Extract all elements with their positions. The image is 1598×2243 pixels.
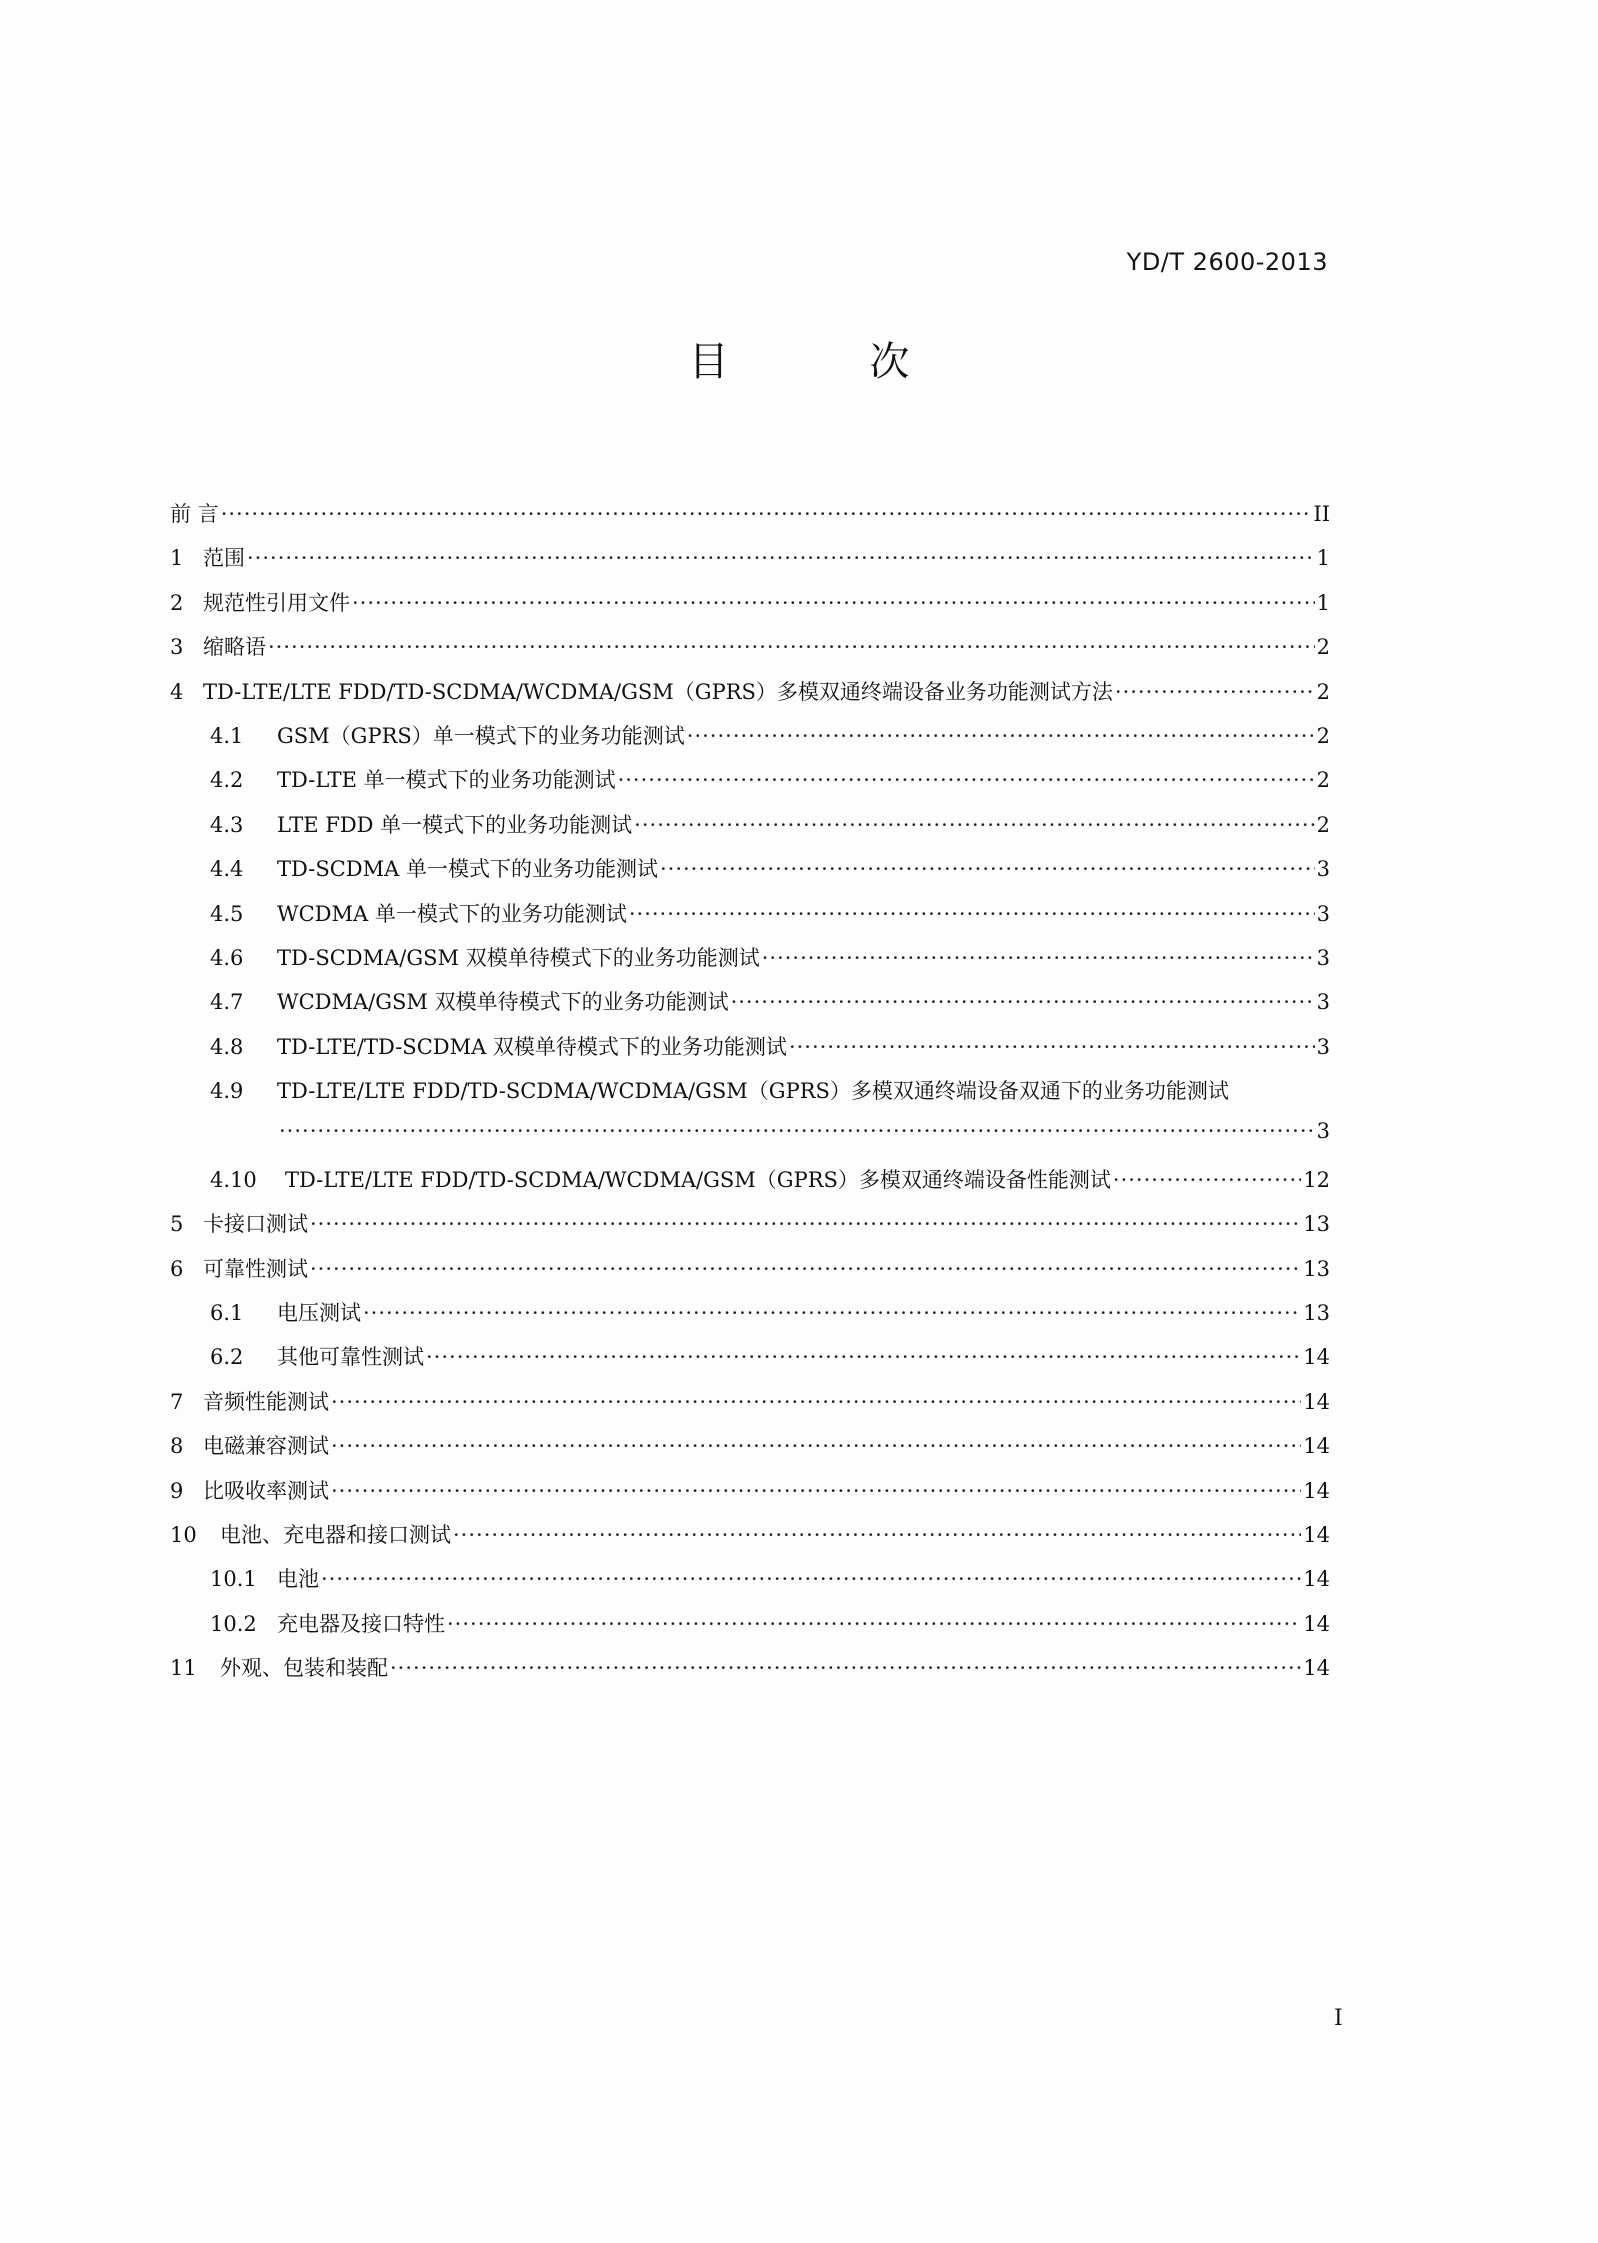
toc-entry-page: 14 — [1303, 1478, 1330, 1503]
toc-dot-leader — [331, 1479, 1301, 1503]
toc-entry-page: 13 — [1303, 1301, 1330, 1326]
toc-dot-leader — [1113, 1168, 1301, 1192]
toc-entry-page: 1 — [1316, 590, 1330, 615]
toc-dot-leader — [279, 1119, 1315, 1143]
toc-entry-3[interactable] — [170, 631, 1330, 675]
toc-entry-page: 3 — [1316, 1119, 1330, 1144]
toc-entry-label: TD-LTE/TD-SCDMA 双模单待模式下的业务功能测试 — [277, 1034, 787, 1059]
toc-dot-leader — [310, 1212, 1301, 1236]
toc-entry-number: 4.8 — [210, 1034, 244, 1059]
toc-entry-page: 14 — [1303, 1345, 1330, 1370]
toc-entry-label: 范围 — [203, 546, 245, 571]
toc-dot-leader — [321, 1567, 1301, 1591]
page-title: 目 次 — [688, 339, 974, 385]
toc-entry-8[interactable] — [170, 1430, 1330, 1474]
toc-dot-leader — [634, 813, 1314, 837]
toc-dot-leader — [731, 990, 1315, 1014]
toc-entry-number: 4 — [170, 679, 184, 704]
toc-entry-label: TD-SCDMA/GSM 双模单待模式下的业务功能测试 — [277, 945, 760, 970]
toc-entry-label: 充电器及接口特性 — [277, 1611, 445, 1636]
toc-entry-label: 电磁兼容测试 — [203, 1434, 329, 1459]
toc-entry-label: 比吸收率测试 — [203, 1478, 329, 1503]
toc-entry-number: 4.1 — [210, 723, 244, 748]
toc-entry-number: 6 — [170, 1256, 184, 1281]
toc-entry-label: 前 言 — [170, 502, 219, 526]
toc-entry-label: LTE FDD 单一模式下的业务功能测试 — [277, 812, 633, 837]
toc-dot-leader — [221, 502, 1312, 526]
toc-entry-page: 3 — [1316, 857, 1330, 882]
toc-entry-4-9-continuation[interactable] — [170, 1119, 1330, 1163]
toc-entry-page: 14 — [1303, 1389, 1330, 1414]
toc-entry-4-9[interactable] — [170, 1075, 1330, 1119]
toc-dot-leader — [453, 1523, 1301, 1547]
toc-entry-label: 卡接口测试 — [203, 1212, 308, 1237]
toc-entry-number: 4.9 — [210, 1079, 244, 1104]
toc-entry-number: 8 — [170, 1434, 184, 1459]
toc-dot-leader — [331, 1390, 1301, 1414]
toc-entry-foreword[interactable] — [170, 498, 1330, 542]
toc-entry-number: 4.3 — [210, 812, 244, 837]
toc-entry-page: II — [1313, 502, 1330, 526]
toc-entry-4-7[interactable] — [170, 986, 1330, 1030]
toc-entry-label: 其他可靠性测试 — [277, 1345, 424, 1370]
toc-dot-leader — [1115, 680, 1315, 704]
toc-entry-page: 2 — [1316, 812, 1330, 837]
table-of-contents — [170, 498, 1330, 1697]
toc-dot-leader — [310, 1257, 1301, 1281]
toc-dot-leader — [363, 1301, 1301, 1325]
toc-entry-2[interactable] — [170, 587, 1330, 631]
toc-entry-10[interactable] — [170, 1519, 1330, 1563]
toc-entry-6[interactable] — [170, 1253, 1330, 1297]
toc-entry-label: 缩略语 — [203, 635, 266, 660]
toc-entry-4-10[interactable] — [170, 1164, 1330, 1208]
toc-entry-number: 6.2 — [210, 1345, 244, 1370]
toc-entry-number: 4.5 — [210, 901, 244, 926]
toc-entry-11[interactable] — [170, 1652, 1330, 1696]
toc-entry-label: 音频性能测试 — [203, 1389, 329, 1414]
toc-entry-number: 7 — [170, 1389, 184, 1414]
toc-dot-leader — [390, 1656, 1301, 1680]
toc-entry-10-2[interactable] — [170, 1608, 1330, 1652]
toc-entry-label: WCDMA 单一模式下的业务功能测试 — [277, 901, 627, 926]
toc-entry-label: TD-SCDMA 单一模式下的业务功能测试 — [277, 857, 658, 882]
toc-entry-4-1[interactable] — [170, 720, 1330, 764]
toc-entry-label: 可靠性测试 — [203, 1256, 308, 1281]
toc-entry-4-6[interactable] — [170, 942, 1330, 986]
toc-entry-4-8[interactable] — [170, 1031, 1330, 1075]
toc-entry-number: 4.10 — [210, 1167, 257, 1192]
toc-entry-7[interactable] — [170, 1386, 1330, 1430]
toc-entry-6-2[interactable] — [170, 1341, 1330, 1385]
toc-entry-page: 3 — [1316, 1034, 1330, 1059]
toc-dot-leader — [618, 768, 1315, 792]
toc-entry-4-4[interactable] — [170, 853, 1330, 897]
toc-dot-leader — [629, 902, 1315, 926]
toc-entry-number: 10.1 — [210, 1567, 257, 1592]
toc-entry-10-1[interactable] — [170, 1563, 1330, 1607]
toc-entry-page: 1 — [1316, 546, 1330, 571]
toc-entry-page: 13 — [1303, 1256, 1330, 1281]
toc-entry-page: 14 — [1303, 1434, 1330, 1459]
toc-entry-page: 2 — [1316, 679, 1330, 704]
toc-entry-4-5[interactable] — [170, 898, 1330, 942]
toc-entry-number: 4.2 — [210, 768, 244, 793]
toc-dot-leader — [331, 1434, 1301, 1458]
toc-entry-9[interactable] — [170, 1475, 1330, 1519]
toc-entry-1[interactable] — [170, 542, 1330, 586]
toc-dot-leader — [762, 946, 1315, 970]
toc-entry-page: 14 — [1303, 1656, 1330, 1681]
toc-entry-number: 11 — [170, 1656, 197, 1681]
toc-entry-page: 14 — [1303, 1611, 1330, 1636]
toc-entry-number: 2 — [170, 590, 184, 615]
toc-entry-number: 1 — [170, 546, 184, 571]
toc-entry-4-2[interactable] — [170, 764, 1330, 808]
toc-entry-label: 电压测试 — [277, 1301, 361, 1326]
toc-entry-page: 2 — [1316, 723, 1330, 748]
toc-dot-leader — [247, 546, 1315, 570]
toc-entry-6-1[interactable] — [170, 1297, 1330, 1341]
toc-entry-page: 2 — [1316, 635, 1330, 660]
toc-dot-leader — [447, 1612, 1301, 1636]
toc-entry-page: 3 — [1316, 990, 1330, 1015]
standard-code: YD/T 2600-2013 — [1126, 248, 1328, 276]
toc-entry-5[interactable] — [170, 1208, 1330, 1252]
toc-entry-number: 4.6 — [210, 945, 244, 970]
toc-entry-page: 3 — [1316, 901, 1330, 926]
toc-entry-label: TD-LTE/LTE FDD/TD-SCDMA/WCDMA/GSM（GPRS）多模双通终端设备双通下的业务功能测试 — [277, 1079, 1229, 1104]
toc-entry-number: 6.1 — [210, 1301, 244, 1326]
toc-entry-label: TD-LTE/LTE FDD/TD-SCDMA/WCDMA/GSM（GPRS）多模双通终端设备业务功能测试方法 — [203, 679, 1113, 704]
toc-entry-label: 电池、充电器和接口测试 — [220, 1522, 451, 1547]
toc-entry-number: 3 — [170, 635, 184, 660]
toc-entry-page: 2 — [1316, 768, 1330, 793]
toc-entry-label: 规范性引用文件 — [203, 590, 350, 615]
toc-entry-label: GSM（GPRS）单一模式下的业务功能测试 — [277, 723, 685, 748]
toc-entry-4[interactable] — [170, 676, 1330, 720]
toc-entry-label: WCDMA/GSM 双模单待模式下的业务功能测试 — [277, 990, 729, 1015]
toc-entry-page: 3 — [1316, 945, 1330, 970]
toc-entry-label: TD-LTE 单一模式下的业务功能测试 — [277, 768, 616, 793]
toc-entry-number: 4.4 — [210, 857, 244, 882]
toc-entry-number: 10 — [170, 1522, 197, 1547]
toc-dot-leader — [660, 857, 1315, 881]
toc-dot-leader — [352, 591, 1315, 615]
toc-entry-page: 13 — [1303, 1212, 1330, 1237]
toc-dot-leader — [789, 1035, 1315, 1059]
toc-entry-page: 14 — [1303, 1567, 1330, 1592]
toc-entry-page: 12 — [1303, 1167, 1330, 1192]
toc-entry-number: 10.2 — [210, 1611, 257, 1636]
page-number: I — [1334, 2006, 1343, 2031]
toc-entry-4-3[interactable] — [170, 809, 1330, 853]
toc-dot-leader — [687, 724, 1315, 748]
toc-entry-page: 14 — [1303, 1522, 1330, 1547]
toc-dot-leader — [268, 635, 1315, 659]
toc-entry-label: TD-LTE/LTE FDD/TD-SCDMA/WCDMA/GSM（GPRS）多模双通终端设备性能测试 — [285, 1167, 1111, 1192]
toc-dot-leader — [426, 1345, 1301, 1369]
toc-entry-number: 5 — [170, 1212, 184, 1237]
toc-entry-label: 电池 — [277, 1567, 319, 1592]
toc-entry-label: 外观、包装和装配 — [220, 1656, 388, 1681]
toc-entry-number: 4.7 — [210, 990, 244, 1015]
toc-entry-number: 9 — [170, 1478, 184, 1503]
